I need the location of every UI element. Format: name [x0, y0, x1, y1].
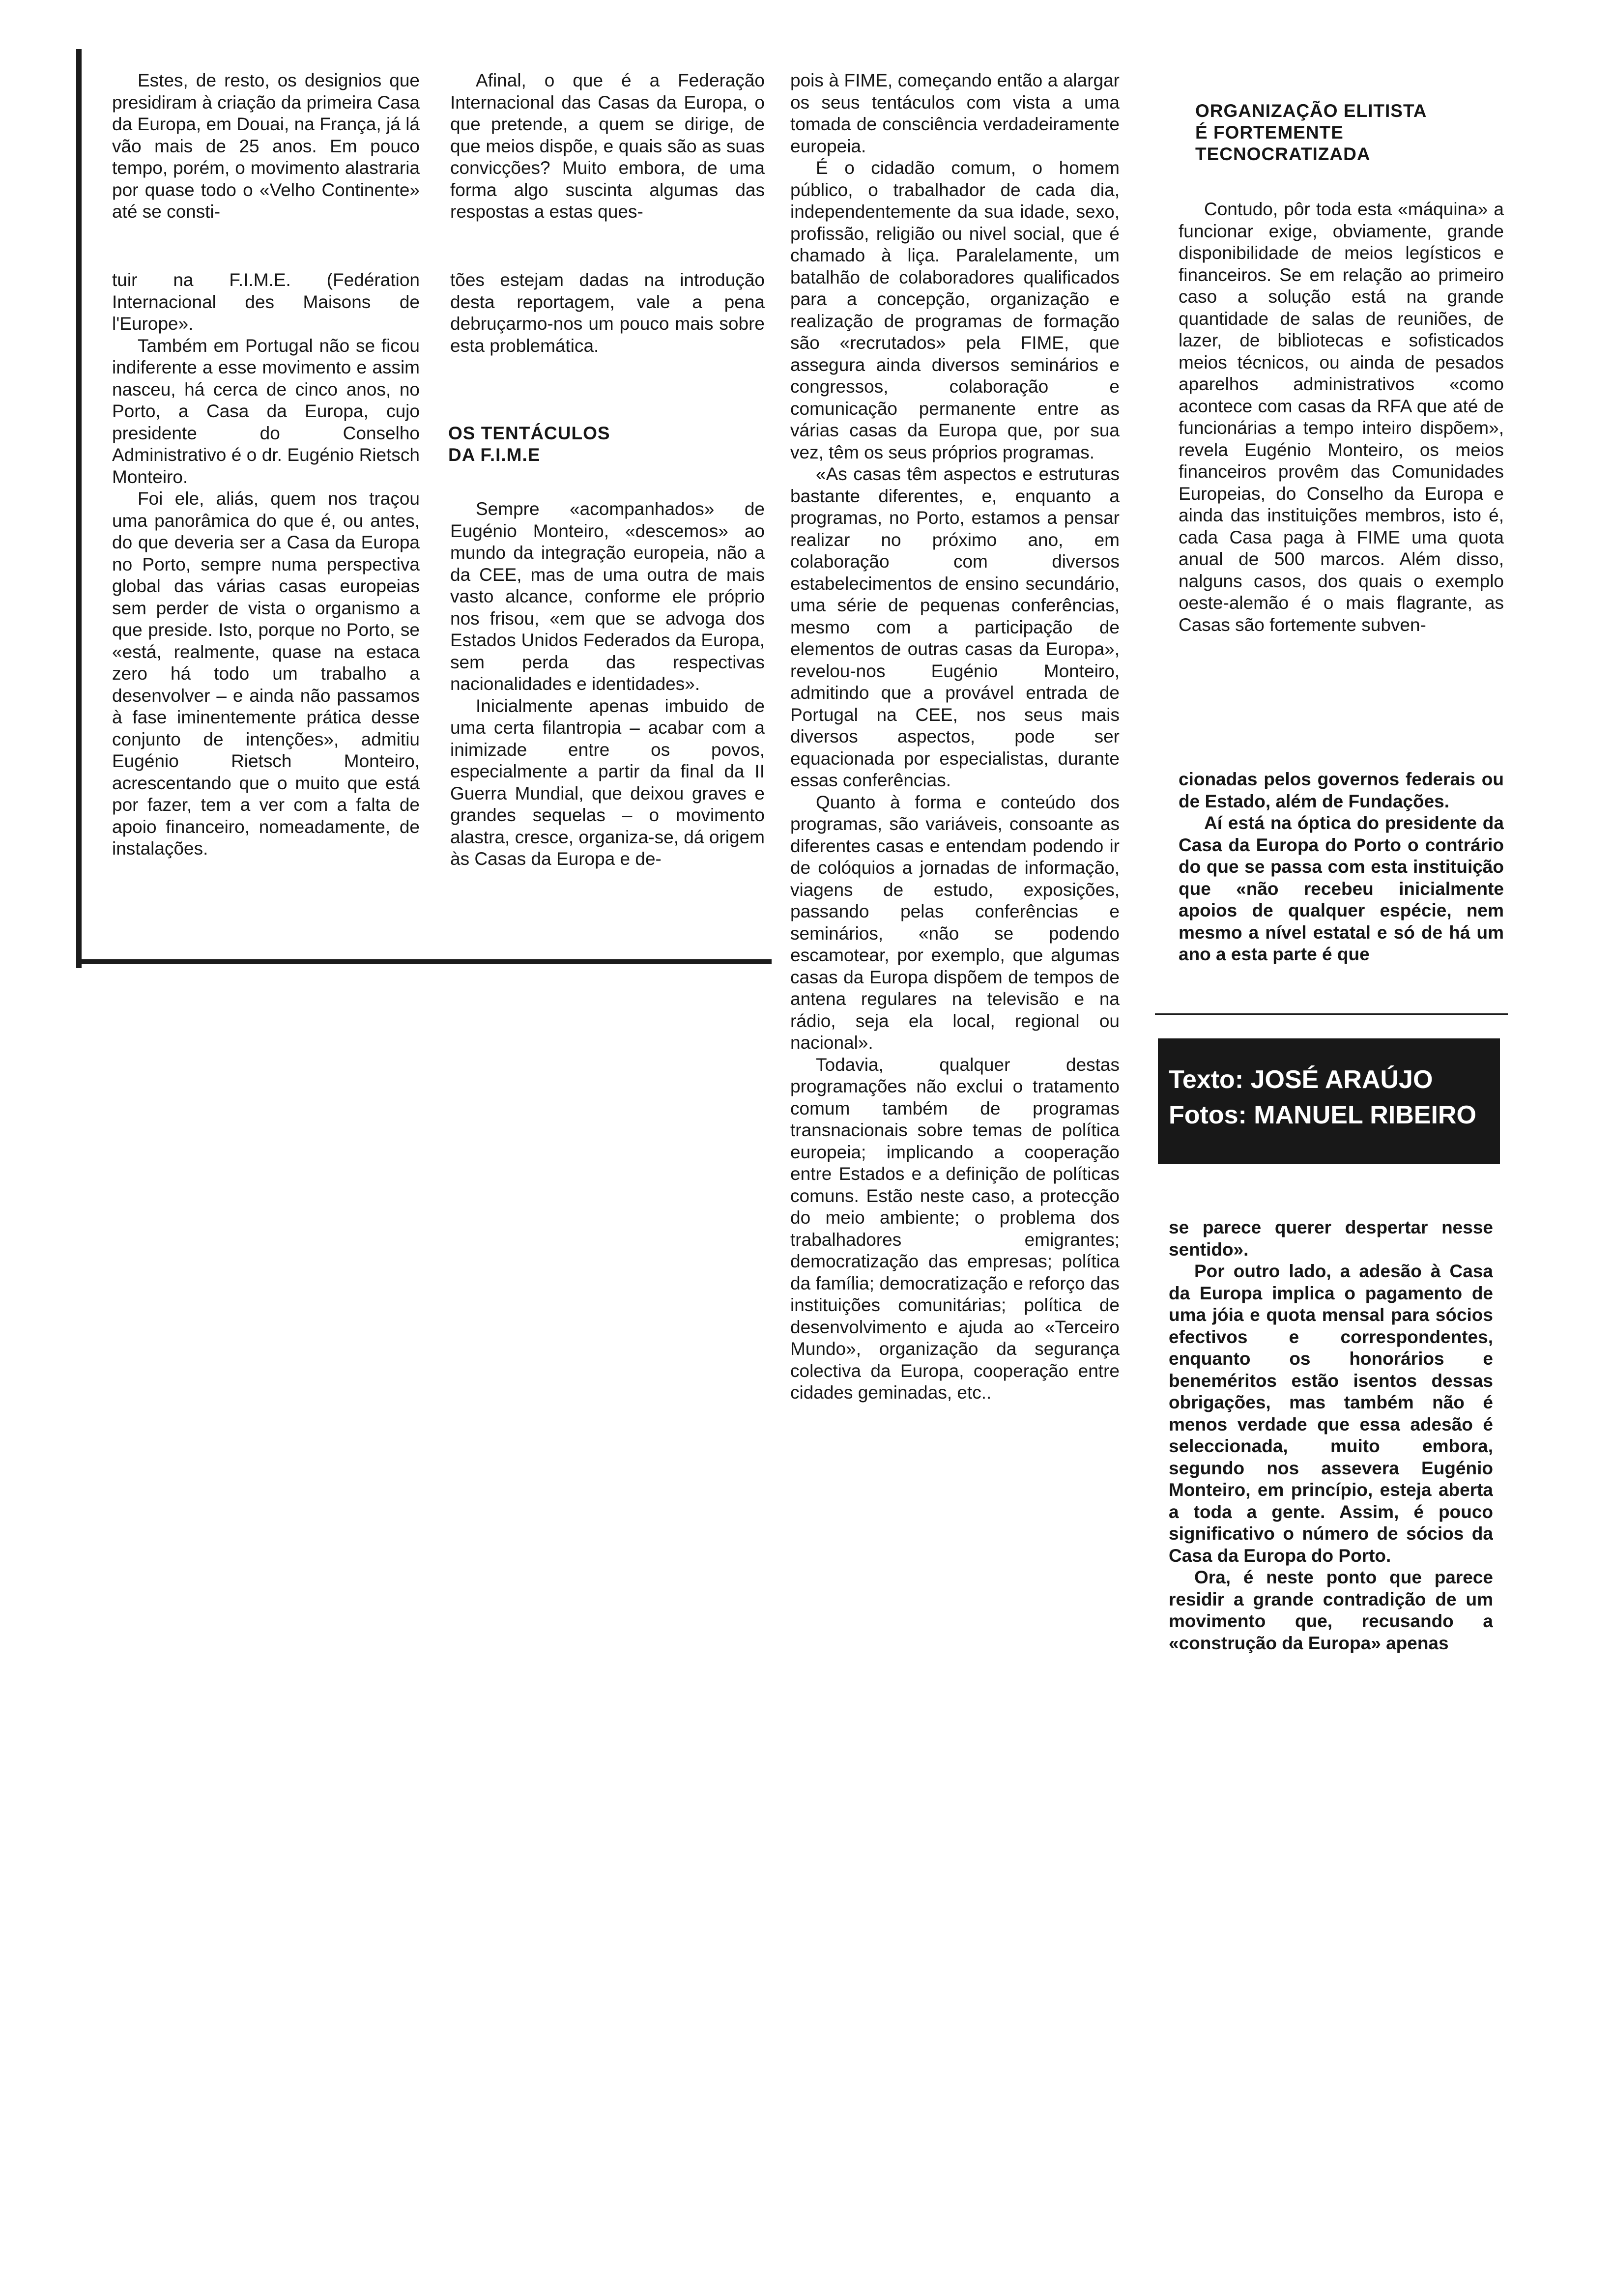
- section-heading-organizacao: ORGANIZAÇÃO ELITISTA É FORTEMENTE TECNOCRATIZADA: [1195, 101, 1427, 164]
- paragraph: Inicialmente apenas imbuido de uma certa filantropia – acabar com a inimizade entre os povos, especialmente a partir da final da II Guerra Mundial, que deixou graves e grandes sequelas – o movimento alastra, cresce, organiza-se, dá origem às Casas da Europa e de-: [450, 695, 765, 869]
- paragraph: Contudo, pôr toda esta «máquina» a funcionar exige, obviamente, grande disponibilidade de meios legísticos e financeiros. Se em relação ao primeiro caso a solução está na grande quantidade de salas de reuniões, de lazer, de bibliotecas e sofisticados meios técnicos, ou ainda de pesados aparelhos administrativos «como acontece com casas da RFA que até de funcionárias a tempo inteiro dispõem», revela Eugénio Monteiro, os meios financeiros provêm das Comunidades Europeias, do Conselho da Europa e ainda das instituições membros, isto é, cada Casa paga à FIME uma quota anual de 500 marcos. Além disso, nalguns casos, dos quais o exemplo oeste-alemão é o mais flagrante, as Casas são fortemente subven-: [1179, 199, 1504, 635]
- paragraph: Aí está na óptica do presidente da Casa da Europa do Porto o contrário do que se passa com esta instituição que «não recebeu inicialmente apoios de qualquer espécie, nem mesmo a nível estatal e só de há um ano a esta parte é que: [1179, 813, 1504, 964]
- photo-credit: Fotos: MANUEL RIBEIRO: [1169, 1101, 1476, 1129]
- paragraph: Todavia, qualquer destas programações não exclui o tratamento comum também de programas transnacionais sobre temas de política europeia; implicando a cooperação entre Estados e a definição de políticas comuns. Estão neste caso, a protecção do meio ambiente; o problema dos trabalhadores emigrantes; democratização das empresas; política da família; democratização e reforço das instituições comunitárias; política de desenvolvimento e ajuda ao «Terceiro Mundo», organização da segurança colectiva da Europa, cooperação entre cidades geminadas, etc..: [790, 1054, 1120, 1403]
- col2-bottom: [450, 498, 765, 946]
- paragraph: «As casas têm aspectos e estruturas bastante diferentes, e, enquanto a programas, no Porto, estamos a pensar realizar no próximo ano, em colaboração com diversos estabelecimentos de ensino secundário, uma série de pequenas conferências, mesmo com a participação de elementos de outras casas da Europa», revelou-nos Eugénio Monteiro, admitindo que a provável entrada de Portugal na CEE, nos seus mais diversos aspectos, pode ser equacionada por especialistas, durante essas conferências.: [790, 464, 1120, 790]
- col1-bottom: [112, 269, 420, 938]
- bottom-frame-rule: [79, 959, 772, 964]
- col2-mid: [450, 269, 765, 358]
- col4-bottom: [1169, 1217, 1493, 1723]
- paragraph: Sempre «acompanhados» de Eugénio Monteiro, «descemos» ao mundo da integração europeia, não a da CEE, mas de uma outra de mais vasto alcance, conforme ele próprio nos frisou, «em que se advoga dos Estados Unidos Federados da Europa, sem perda das respectivas nacionalidades e identidades».: [450, 499, 765, 694]
- col4-top: [1179, 199, 1504, 744]
- paragraph: Quanto à forma e conteúdo dos programas, são variáveis, consoante as diferentes casas e entendam podendo ir de colóquios a jornadas de informação, viagens de estudo, exposições, passando pelas conferências e seminários, «não se podendo escamotear, por exemplo, que algumas casas da Europa dispõem de tempos de antena regulares na televisão e na rádio, seja ela local, regional ou nacional».: [790, 792, 1120, 1053]
- paragraph: Afinal, o que é a Federação Internacional das Casas da Europa, o que pretende, a quem se dirige, de que meios dispõe, e quais são as suas convicções? Muito embora, de uma forma algo suscinta algumas das respostas a estas ques-: [450, 70, 765, 222]
- paragraph: Estes, de resto, os designios que presidiram à criação da primeira Casa da Europa, em Douai, na França, já lá vão mais de 25 anos. Em pouco tempo, porém, o movimento alastraria por quase todo o «Velho Continente» até se consti-: [112, 70, 420, 222]
- paragraph: Por outro lado, a adesão à Casa da Europa implica o pagamento de uma jóia e quota mensal para sócios efectivos e correspondentes, enquanto os honorários e beneméritos estão isentos dessas obrigações, mas também não é menos verdade que essa adesão é seleccionada, muito embora, segundo nos assevera Eugénio Monteiro, em princípio, esteja aberta a toda a gente. Assim, é pouco significativo o número de sócios da Casa da Europa do Porto.: [1169, 1261, 1493, 1566]
- section-heading-tentaculos: OS TENTÁCULOS DA F.I.M.E: [448, 423, 610, 465]
- col4-mid: [1179, 769, 1504, 1004]
- paragraph: Foi ele, aliás, quem nos traçou uma panorâmica do que é, ou antes, do que deveria ser a Casa da Europa no Porto, sempre numa perspectiva global das várias casas europeias sem perder de vista o organismo a que preside. Isto, porque no Porto, se «está, realmente, quase na estaca zero há todo um trabalho a desenvolver – e ainda não passamos à fase iminentemente prática desse conjunto de intenções», admitiu Eugénio Rietsch Monteiro, acrescentando que o muito que está por fazer, tem a ver com a falta de apoio financeiro, nomeadamente, de instalações.: [112, 488, 420, 859]
- paragraph: cionadas pelos governos federais ou de Estado, além de Fundações.: [1179, 769, 1504, 811]
- col2-top: [450, 70, 765, 244]
- author-credit-box: [1158, 1038, 1500, 1164]
- paragraph: pois à FIME, começando então a alargar os seus tentáculos com vista a uma tomada de consciência verdadeiramente europeia.: [790, 70, 1120, 156]
- paragraph: se parece querer despertar nesse sentido».: [1169, 1217, 1493, 1260]
- vertical-frame-rule: [76, 49, 82, 968]
- paragraph: Também em Portugal não se ficou indiferente a esse movimento e assim nasceu, há cerca de cinco anos, no Porto, a Casa da Europa, cujo presidente do Conselho Administrativo é o dr. Eugénio Rietsch Monteiro.: [112, 335, 420, 487]
- paragraph: tuir na F.I.M.E. (Fedération Internacional des Maisons de l'Europe».: [112, 270, 420, 334]
- credit-separator-rule: [1155, 1013, 1508, 1015]
- col3-body: [790, 70, 1120, 1746]
- paragraph: tões estejam dadas na introdução desta reportagem, vale a pena debruçarmo-nos um pouco mais sobre esta problemática.: [450, 270, 765, 356]
- text-credit: Texto: JOSÉ ARAÚJO: [1169, 1065, 1433, 1094]
- paragraph: É o cidadão comum, o homem público, o trabalhador de cada dia, independentemente da sua idade, sexo, profissão, religião ou nivel social, que é chamado à liça. Paralelamente, um batalhão de colaboradores qualificados para a concepção, organização e realização de programas de formação são «recrutados» pela FIME, que assegura ainda diversos seminários e congressos, colaboração e comunicação permanente entre as várias casas da Europa que, por sua vez, têm os seus próprios programas.: [790, 158, 1120, 462]
- col1-top: [112, 70, 420, 244]
- paragraph: Ora, é neste ponto que parece residir a grande contradição de um movimento que, recusando a «construção da Europa» apenas: [1169, 1567, 1493, 1653]
